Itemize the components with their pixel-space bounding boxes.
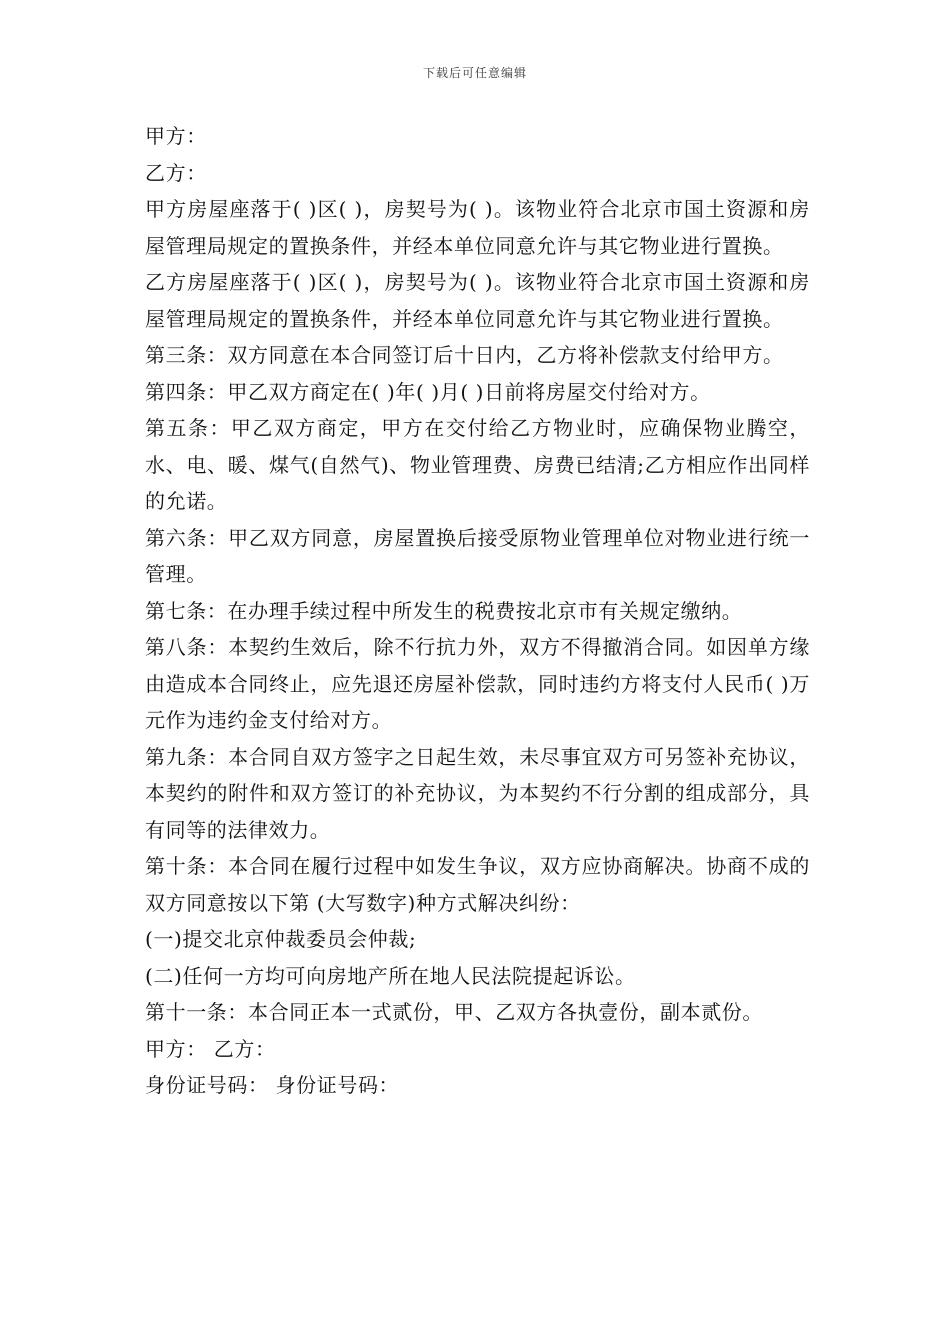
article-10-option-2: (二)任何一方均可向房地产所在地人民法院提起诉讼。: [145, 963, 636, 988]
contract-body: [145, 118, 810, 1104]
article-3: 第三条：双方同意在本合同签订后十日内，乙方将补偿款支付给甲方。: [145, 343, 784, 367]
article-9: 第九条：本合同自双方签字之日起生效，未尽事宜双方可另签补充协议，本契约的附件和双方签订的补充协议，为本契约不行分割的组成部分，具有同等的法律效力。: [145, 744, 810, 842]
party-a-property-paragraph: 甲方房屋座落于( )区( )，房契号为( )。该物业符合北京市国土资源和房屋管理局规定的置换条件，并经本单位同意允许与其它物业进行置换。: [145, 197, 810, 258]
article-4: 第四条：甲乙双方商定在( )年( )月( )日前将房屋交付给对方。: [145, 379, 711, 404]
article-5: 第五条：甲乙双方商定，甲方在交付给乙方物业时，应确保物业腾空，水、电、暖、煤气(自然气)、物业管理费、房费已结清;乙方相应作出同样的允诺。: [145, 416, 810, 513]
article-8: 第八条：本契约生效后，除不行抗力外，双方不得撤消合同。如因单方缘由造成本合同终止，应先退还房屋补偿款，同时违约方将支付人民币( )万元作为违约金支付给对方。: [145, 635, 810, 732]
party-b-line: 乙方：: [145, 160, 207, 185]
article-6: 第六条：甲乙双方同意，房屋置换后接受原物业管理单位对物业进行统一管理。: [145, 525, 810, 586]
article-10: 第十条：本合同在履行过程中如发生争议，双方应协商解决。协商不成的双方同意按以下第 (大写数字)种方式解决纠纷：: [145, 854, 810, 915]
id-number-line: 身份证号码： 身份证号码：: [145, 1073, 400, 1097]
page-header: 下载后可任意编辑: [422, 66, 527, 80]
article-10-option-1: (一)提交北京仲裁委员会仲裁;: [145, 927, 417, 951]
party-b-property-paragraph: 乙方房屋座落于( )区( )，房契号为( )。该物业符合北京市国土资源和房屋管理局规定的置换条件，并经本单位同意允许与其它物业进行置换。: [145, 270, 810, 331]
signature-parties-line: 甲方： 乙方：: [145, 1036, 276, 1061]
article-7: 第七条：在办理手续过程中所发生的税费按北京市有关规定缴纳。: [145, 598, 743, 623]
party-a-line: 甲方：: [145, 124, 207, 148]
article-11: 第十一条：本合同正本一式贰份，甲、乙双方各执壹份，副本贰份。: [145, 1000, 763, 1024]
